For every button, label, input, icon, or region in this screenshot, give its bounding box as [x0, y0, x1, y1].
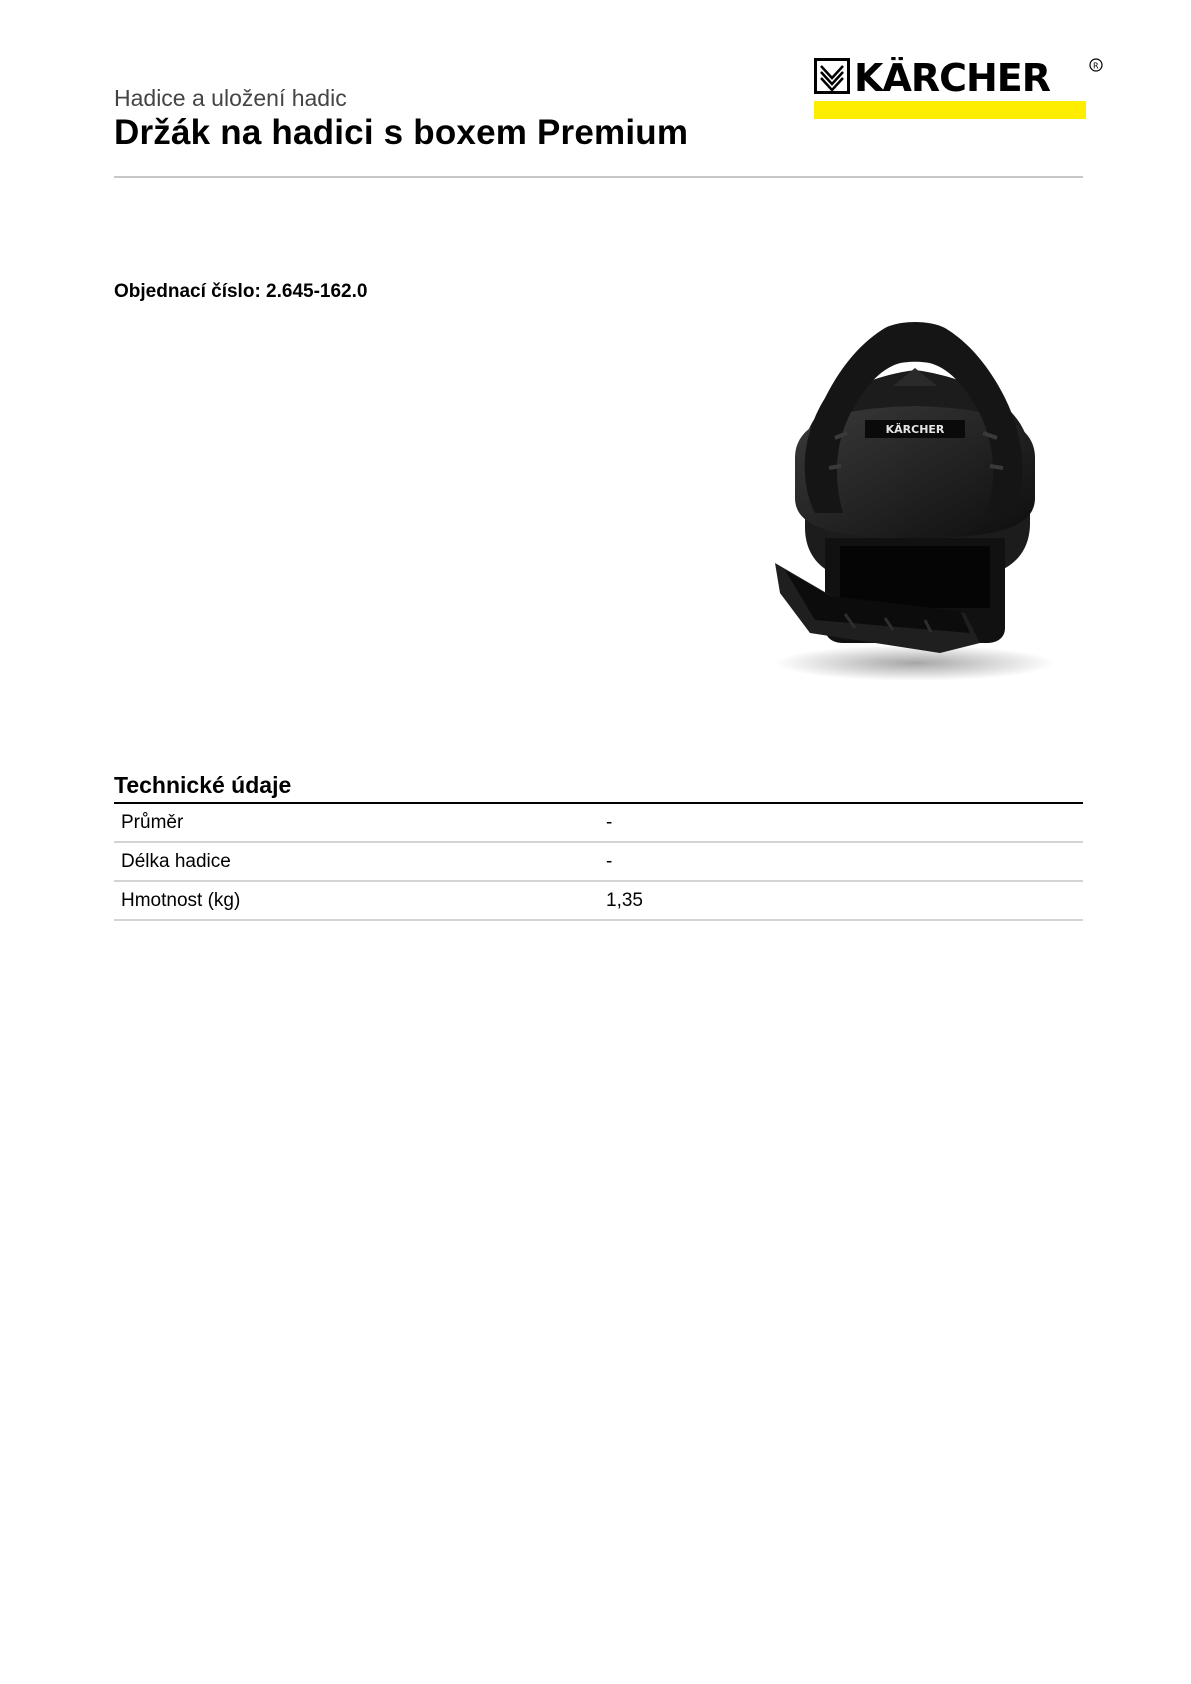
page-title: Držák na hadici s boxem Premium — [114, 113, 689, 152]
karcher-logo — [814, 57, 1104, 121]
order-label: Objednací číslo — [114, 281, 255, 302]
table-row — [114, 842, 1083, 881]
tech-specs-table — [114, 802, 1083, 921]
spec-label: Hmotnost (kg) — [114, 881, 599, 920]
spec-value: - — [599, 803, 1083, 842]
spec-label: Průměr — [114, 803, 599, 842]
table-row — [114, 803, 1083, 842]
product-brand-label: KÄRCHER — [885, 423, 945, 436]
spec-value: - — [599, 842, 1083, 881]
logo-wordmark: KÄRCHER — [854, 57, 1051, 100]
spec-label: Délka hadice — [114, 842, 599, 881]
svg-text:R: R — [1093, 61, 1099, 71]
order-separator: : — [254, 281, 267, 302]
product-image — [765, 308, 1060, 688]
logo-yellow-bar — [814, 101, 1086, 119]
product-category: Hadice a uložení hadic — [114, 85, 347, 111]
table-row — [114, 881, 1083, 920]
spec-value: 1,35 — [599, 881, 1083, 920]
order-value: 2.645-162.0 — [266, 281, 368, 302]
header-divider — [114, 176, 1083, 178]
tech-section-title: Technické údaje — [114, 772, 292, 798]
order-number — [114, 281, 367, 303]
